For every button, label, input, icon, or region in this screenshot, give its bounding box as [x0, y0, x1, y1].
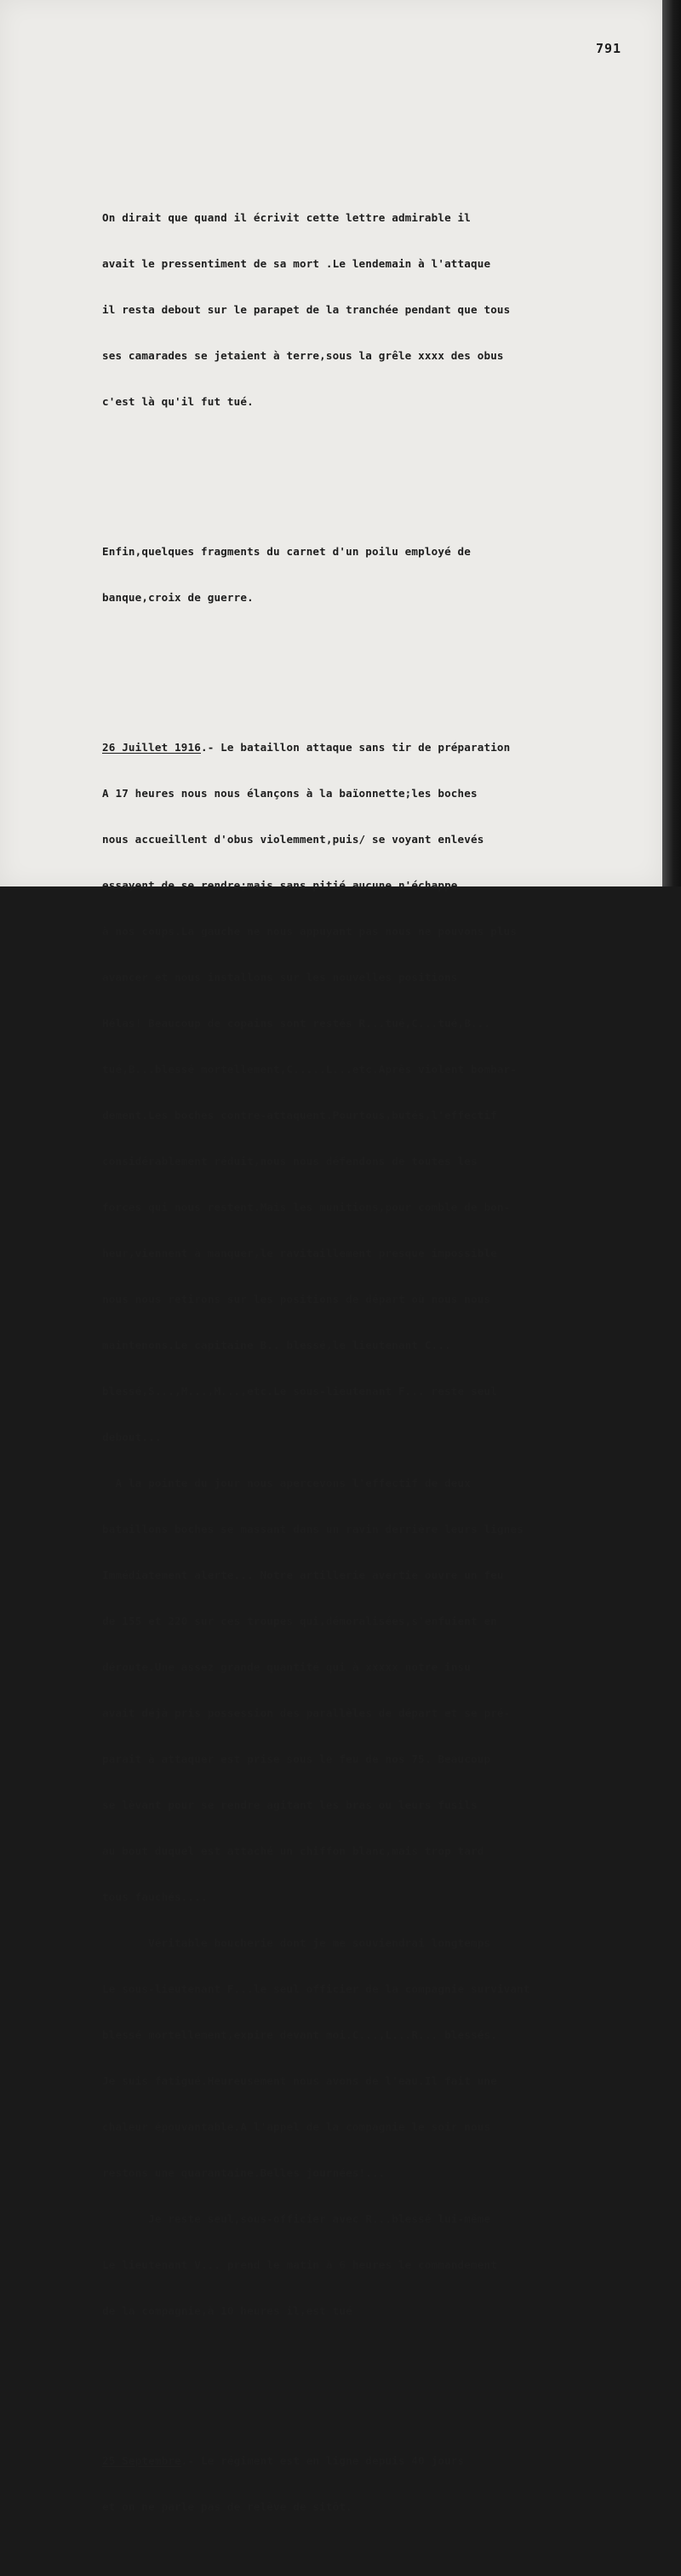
text-line: avait le pressentiment de sa mort .Le lendemain à l'attaque — [102, 257, 491, 270]
text-line: forces qui nous restent.Mais les munitions,pour comble de bon- — [102, 1201, 511, 1213]
text-line: et on ne parle pas de relève de sitôt. — [102, 2500, 352, 2513]
text-line: Immédiatement alerte... Notre artillerie avertie ouvre un feu — [102, 1569, 504, 1581]
text-line: nous nous retirons sur les positions de départ où nous nous — [102, 1293, 491, 1305]
text-line: Je suis fatigué.Heureusement nous avons de l'eau.Il fait une — [102, 2074, 497, 2087]
scan-border — [662, 0, 681, 886]
text-line: blessé mortellement,expire devant moi.C...,L...R... blessés. — [102, 2028, 497, 2041]
diary-entry-september — [102, 2423, 664, 2545]
paragraph-intro — [102, 513, 664, 636]
text-line: Véritable boucherie dont je me souviendrai longtemps — [102, 1936, 491, 1949]
text-line: avancer et nous installons sur les nouvelles positions — [102, 971, 458, 984]
text-line: blessé,S...,M...,M...,etc.Le sous-lieutenant F... reste seul — [102, 1385, 497, 1397]
text-line: déroute.Une assez grande quantité qui à xxxxx notre insu — [102, 1661, 471, 1673]
entry-first-line: .- Le bataillon attaque sans tir de préparation — [200, 741, 511, 754]
text-line: à nos coups.La gauche ne nous appuyant pas nous ne pouvons plus — [102, 925, 518, 938]
text-line: il resta debout sur le parapet de la tranchée pendant que tous — [102, 303, 511, 316]
text-line: au bout duquel est attaché un chiffon blanc,mais trop tard — [102, 1845, 484, 1857]
text-line: ses camarades se jetaient à terre,sous la grêle xxxx des obus — [102, 349, 504, 362]
typewritten-text — [102, 149, 664, 2576]
text-line: dement.Les boches contre-attaquent.Pourtous,butés,l'effectif — [102, 1109, 497, 1122]
entry-date: 26 Juillet 1916 — [102, 741, 201, 754]
entry-heading-line — [102, 740, 664, 755]
text-line: c'est là qu'il fut tué. — [102, 395, 254, 408]
text-line: tous fauchés.... — [102, 1890, 208, 1903]
text-line: A la pointe du jour nous apercevons l'effectif de deux — [102, 1477, 471, 1489]
page-number: 791 — [596, 41, 622, 56]
text-line: Le sous-lieutenant F...le seul officier de la compagnie survivant — [102, 1982, 530, 1995]
text-line: essayent de se rendre;mais sans pitié aucune n'échappe — [102, 879, 458, 892]
text-line: On dirait que quand il écrivit cette lettre admirable il — [102, 211, 471, 224]
text-line: nous accueillent d'obus violemment,puis/ se voyant enlevés — [102, 833, 484, 846]
paragraph-letter — [102, 180, 664, 440]
text-line: heur,viennent à manquer,le ravitaillement presque impossible — [102, 1247, 497, 1259]
text-line: Je reste seul,sous-officier avec R...blessé lui-même — [102, 2212, 491, 2225]
text-line: tué,B...blessé mortellement,C.....L...etc.Après violent bombar- — [102, 1063, 518, 1076]
text-line: Hélas! Beaucoup de copains sont restés R...tué,C...tué,B... — [102, 1017, 491, 1030]
text-line: maintenons.Le capitaine B.. blessé,le lieutenant C... — [102, 1339, 451, 1351]
text-line: parait à attaquer est prise sous le feu de nos 75. Beaucoup — [102, 1753, 491, 1765]
text-line: bataillons boches se massant dans un ravin derrière leurs lignes — [102, 1523, 524, 1535]
text-line: restons une quarantaine.Belles journées!... — [102, 2166, 386, 2179]
text-line: se lèvant pour se rendre agitant les bras ou leurs fusils — [102, 1799, 478, 1811]
text-line: Enfin,quelques fragments du carnet d'un poilu employé de — [102, 545, 471, 558]
text-line: chaleur épouvantable.A l'appel de la compagnie le soir nous — [102, 2120, 491, 2133]
text-line: debout... — [102, 1431, 162, 1443]
text-line: A 17 heures nous nous élançons à la baïonnette;les boches — [102, 787, 478, 800]
text-line: de 155 et 220 sur ces troupes qui,démoralisées,s'enfuient en — [102, 1615, 497, 1627]
text-line: Le lieutenant V... prend le matin à 6 heures le commandement — [102, 2258, 497, 2271]
text-line: considérablement réduit,nous nous défendons de toutes les — [102, 1155, 478, 1168]
entry-heading-line — [102, 2453, 664, 2469]
text-line: de la compagnie,à 10 heures il,est tué — [102, 2304, 352, 2317]
entry-first-line: .- Le régiment est en ligne depuis 40 jours — [180, 2454, 465, 2467]
diary-entry-july — [102, 709, 664, 2349]
entry-date: 25 Septembre — [102, 2454, 181, 2467]
text-line: banque,croix de guerre. — [102, 591, 254, 604]
text-line: avait déjà pris possession des parallèles de départ et se pré- — [102, 1707, 511, 1719]
